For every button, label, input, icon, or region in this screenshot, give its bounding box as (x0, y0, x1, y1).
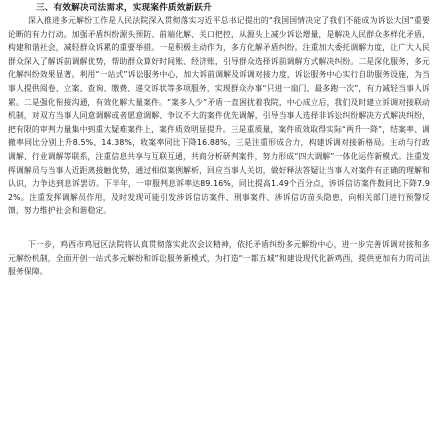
section-heading: 三、有效解决司法需求，实现案件质效新跃升 (36, 3, 212, 13)
article-body (8, 2, 430, 279)
paragraph-closing: 下一步，鸡西市鸡冠区法院将认真贯彻落实此次会议精神，依托矛盾纠纷多元解纷中心，进一步完善诉调对接和多元解纷机制，全面开创一站式多元解纷和诉讼服务新模式，为打造“一都五城”和建设现代化新鸡西，提供更加有力的司法服务保障。 (8, 239, 430, 277)
paragraph-main: 深入推进多元解纷工作是人民法院深入贯彻落实习近平总书记提出的“我国国情决定了我们不能成为诉讼大国”重要论断的有力行动。加强矛盾纠纷源头预防、前端化解、关口把控，从源头上减少诉讼增量，是解决人民群众多样化矛盾，构建和谐社会，减轻群众诉累的重要举措。一是积极主动作为，多方化解矛盾纠纷。注重加大委托调解力度，让广大人民群众深入了解诉前调解优势，帮助群众算好时间账、经济账，引导群众选择诉前调解方式解决纠纷。二是深化服务，多元化解纠纷效果显著。利用“一站式”诉讼服务中心，加大诉前调解及诉调对接力度，诉讼服务中心实行自助服务设施，为当事人提供阅卷、立案、查询、缴费、递交诉状等多项服务，实现群众办事“只进一扇门、最多跑一次”，有力减轻当事人诉累。二是强化衔接沟通，有效化解大量案件。“案多人少”矛盾一直困扰着我院，中心成立后，我们及时建立诉调对接联动机制，对双方当事人同意调解或者愿意调解、争议不大的案件优先调解，引导当事人选择非诉讼纠纷解决方式解决纠纷，把有限的审判力量集中到重大疑难案件上，案件质效明显提升。三是重质量，案件质效取得实际“两升一降”，结案率、调撤率同比分别上升8.5%、14.38%，收案率同比下降16.88%，三是注重形成合力，构建诉调对接新格局。主动与行政调解、行业调解等联系，注重信息共享与互联互通，共商分析研判案件，努力形成“四大调解”一体化运作新模式。注重发挥调解员与当事人近距离接触优势，通过相似案例解析，回应当事人关切，做好释法答疑让当事人对案件有正确的理解和认识，力争达到息诉罢访。下半年，一审服判息诉率达89.16%，同比提高1.49个百分点，涉诉信访案件数同比下降7.92%。注重发挥调解员作用，及时发现可能引发涉诉信访案件、刑事案件、涉诉信访苗头隐患，向相关部门进行预警反馈，努力维护社会和谐稳定。 (8, 16, 430, 216)
